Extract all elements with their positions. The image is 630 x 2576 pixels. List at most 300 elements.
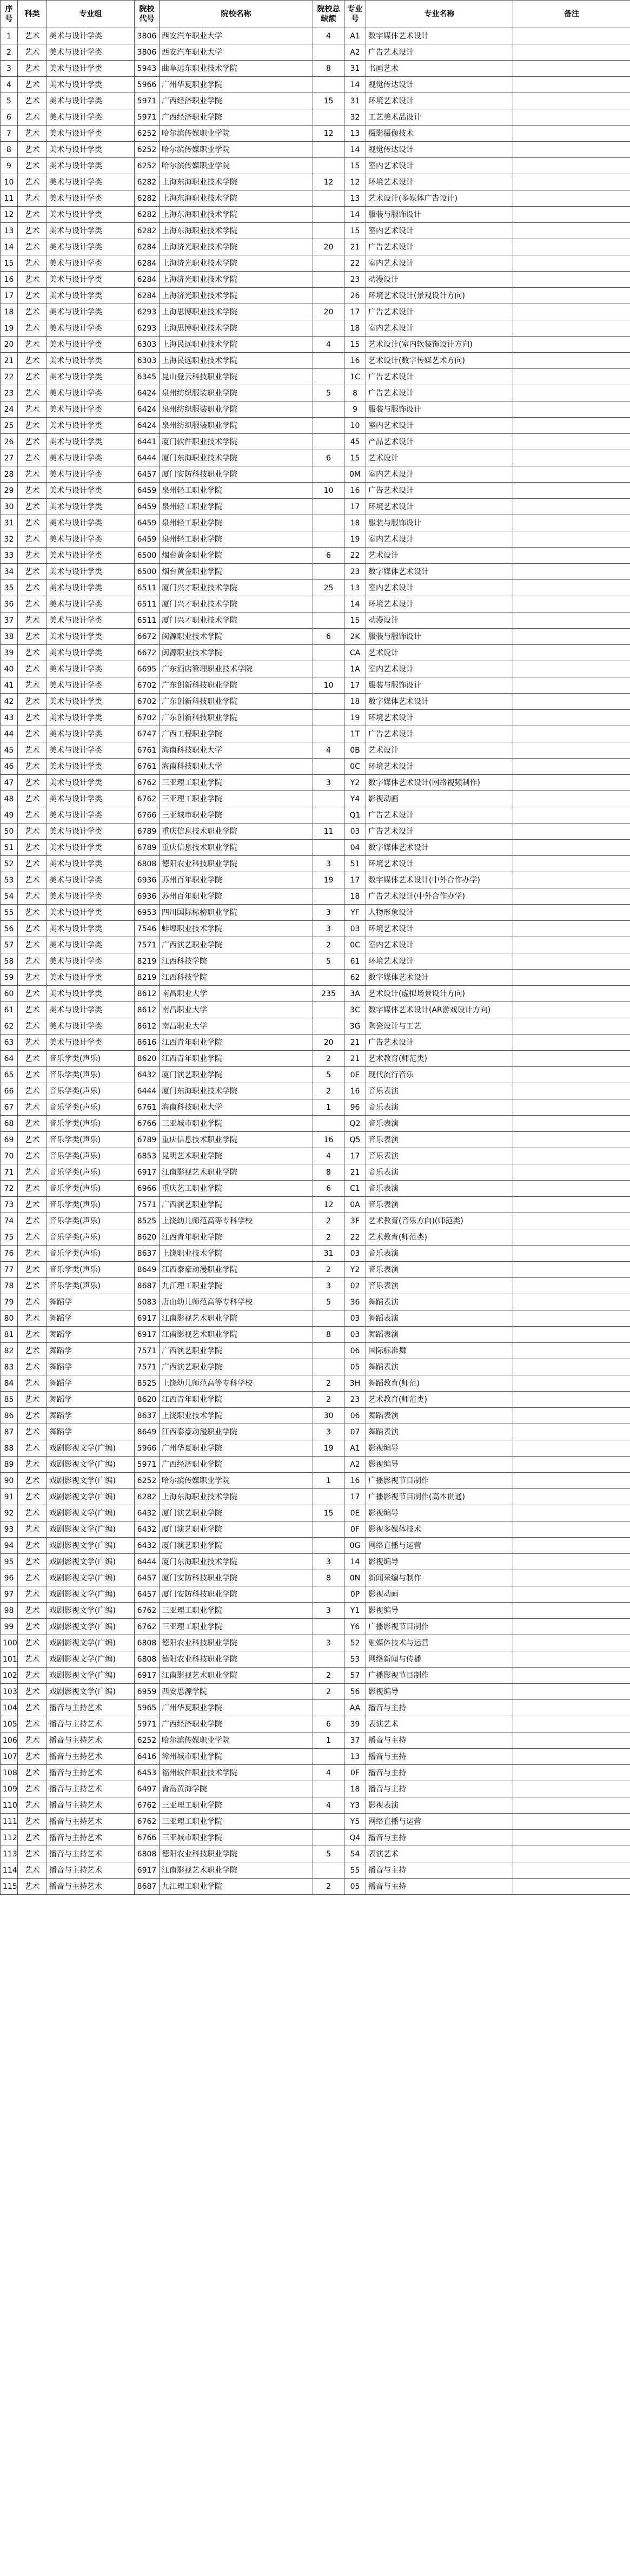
cell-school-code: 6252 (135, 1473, 160, 1489)
cell-index: 35 (1, 580, 18, 596)
cell-total-vacancy (313, 1521, 344, 1538)
cell-remarks (513, 1619, 630, 1635)
cell-index: 1 (1, 28, 18, 44)
cell-school-name: 曲阜远东职业技术学院 (160, 61, 313, 77)
cell-school-name: 泉州轻工职业学院 (160, 483, 313, 499)
cell-remarks (513, 580, 630, 596)
cell-major-number: Q1 (344, 807, 366, 823)
cell-total-vacancy: 3 (313, 1554, 344, 1570)
table-row (1, 126, 630, 142)
cell-remarks (513, 759, 630, 775)
cell-remarks (513, 61, 630, 77)
cell-index: 10 (1, 174, 18, 190)
cell-index: 96 (1, 1570, 18, 1586)
cell-major-group: 美术与设计学类 (47, 337, 135, 353)
cell-index: 53 (1, 872, 18, 888)
cell-remarks (513, 1749, 630, 1765)
cell-category: 艺术 (18, 612, 47, 629)
cell-major-group: 美术与设计学类 (47, 434, 135, 450)
cell-total-vacancy: 2 (313, 1668, 344, 1684)
cell-major-group: 戏剧影视文学(广编) (47, 1668, 135, 1684)
cell-school-code: 6936 (135, 888, 160, 905)
cell-major-name: 陶瓷设计与工艺 (366, 1018, 513, 1035)
cell-total-vacancy: 8 (313, 1164, 344, 1181)
cell-school-code: 6282 (135, 1489, 160, 1505)
cell-remarks (513, 629, 630, 645)
cell-index: 80 (1, 1310, 18, 1327)
cell-total-vacancy (313, 645, 344, 661)
cell-major-number: 18 (344, 694, 366, 710)
cell-major-number: 10 (344, 418, 366, 434)
cell-major-group: 美术与设计学类 (47, 369, 135, 385)
table-header-row (1, 1, 630, 28)
cell-total-vacancy (313, 1018, 344, 1035)
cell-major-group: 美术与设计学类 (47, 515, 135, 531)
cell-school-code: 6511 (135, 596, 160, 612)
cell-remarks (513, 1083, 630, 1099)
cell-index: 102 (1, 1668, 18, 1684)
cell-major-number: 1T (344, 726, 366, 742)
cell-index: 11 (1, 190, 18, 207)
cell-category: 艺术 (18, 1489, 47, 1505)
table-row (1, 1246, 630, 1262)
cell-major-number: Q5 (344, 1132, 366, 1148)
cell-category: 艺术 (18, 921, 47, 937)
cell-school-name: 厦门软件职业技术学院 (160, 434, 313, 450)
cell-total-vacancy (313, 255, 344, 272)
cell-category: 艺术 (18, 888, 47, 905)
table-row (1, 1343, 630, 1359)
cell-remarks (513, 677, 630, 694)
cell-major-group: 美术与设计学类 (47, 255, 135, 272)
cell-major-number: 16 (344, 1083, 366, 1099)
cell-major-name: 网络新闻与传播 (366, 1651, 513, 1668)
cell-school-code: 8687 (135, 1879, 160, 1895)
cell-school-code: 6702 (135, 710, 160, 726)
cell-index: 88 (1, 1440, 18, 1457)
header-school-name: 院校名称 (160, 1, 313, 28)
header-remarks: 备注 (513, 1, 630, 28)
cell-index: 73 (1, 1197, 18, 1213)
cell-remarks (513, 1116, 630, 1132)
cell-major-name: 室内艺术设计 (366, 255, 513, 272)
cell-school-code: 6762 (135, 1619, 160, 1635)
table-row (1, 1603, 630, 1619)
cell-total-vacancy: 3 (313, 921, 344, 937)
cell-school-name: 泉州纺织服装职业学院 (160, 418, 313, 434)
table-row (1, 1521, 630, 1538)
cell-index: 65 (1, 1067, 18, 1083)
cell-major-group: 舞蹈学 (47, 1294, 135, 1310)
cell-category: 艺术 (18, 1473, 47, 1489)
cell-school-code: 5971 (135, 1457, 160, 1473)
cell-major-group: 戏剧影视文学(广编) (47, 1586, 135, 1603)
cell-major-number: 14 (344, 596, 366, 612)
cell-major-number: 3A (344, 986, 366, 1002)
cell-remarks (513, 1018, 630, 1035)
cell-major-group: 舞蹈学 (47, 1327, 135, 1343)
header-major-name: 专业名称 (366, 1, 513, 28)
cell-category: 艺术 (18, 174, 47, 190)
cell-total-vacancy (313, 44, 344, 61)
cell-major-group: 播音与主持艺术 (47, 1862, 135, 1879)
cell-school-code: 8219 (135, 970, 160, 986)
cell-category: 艺术 (18, 1099, 47, 1116)
cell-school-name: 南昌职业大学 (160, 986, 313, 1002)
cell-remarks (513, 970, 630, 986)
cell-category: 艺术 (18, 93, 47, 109)
cell-major-name: 艺术设计 (366, 742, 513, 759)
cell-major-name: 舞蹈表演 (366, 1310, 513, 1327)
table-row (1, 1132, 630, 1148)
cell-category: 艺术 (18, 596, 47, 612)
cell-remarks (513, 1879, 630, 1895)
cell-index: 99 (1, 1619, 18, 1635)
cell-index: 37 (1, 612, 18, 629)
cell-school-code: 6282 (135, 207, 160, 223)
cell-school-name: 蚌埠职业技术学院 (160, 921, 313, 937)
table-row (1, 1732, 630, 1749)
cell-school-name: 广东创新科技职业学院 (160, 677, 313, 694)
cell-total-vacancy (313, 1310, 344, 1327)
cell-category: 艺术 (18, 223, 47, 239)
cell-index: 28 (1, 466, 18, 483)
cell-total-vacancy: 5 (313, 1294, 344, 1310)
cell-school-code: 6762 (135, 791, 160, 807)
cell-major-name: 广告艺术设计 (366, 304, 513, 320)
cell-index: 68 (1, 1116, 18, 1132)
cell-category: 艺术 (18, 1278, 47, 1294)
table-row (1, 759, 630, 775)
header-total-vacancy: 院校总缺额 (313, 1, 344, 28)
cell-school-code: 5966 (135, 1440, 160, 1457)
cell-total-vacancy (313, 1781, 344, 1797)
cell-remarks (513, 1570, 630, 1586)
cell-category: 艺术 (18, 1635, 47, 1651)
cell-remarks (513, 1586, 630, 1603)
cell-category: 艺术 (18, 1083, 47, 1099)
cell-index: 22 (1, 369, 18, 385)
cell-school-code: 6762 (135, 1603, 160, 1619)
cell-major-name: 音乐表演 (366, 1132, 513, 1148)
cell-major-name: 动漫设计 (366, 272, 513, 288)
table-row (1, 791, 630, 807)
cell-school-code: 6432 (135, 1521, 160, 1538)
cell-school-code: 6416 (135, 1749, 160, 1765)
cell-major-group: 戏剧影视文学(广编) (47, 1440, 135, 1457)
cell-major-name: 影视编导 (366, 1684, 513, 1700)
cell-major-number: 26 (344, 288, 366, 304)
cell-major-name: 环境艺术设计 (366, 856, 513, 872)
cell-index: 41 (1, 677, 18, 694)
cell-category: 艺术 (18, 677, 47, 694)
cell-major-group: 戏剧影视文学(广编) (47, 1554, 135, 1570)
cell-major-group: 音乐学类(声乐) (47, 1148, 135, 1164)
cell-major-group: 美术与设计学类 (47, 742, 135, 759)
cell-school-code: 6808 (135, 1635, 160, 1651)
cell-remarks (513, 320, 630, 337)
cell-category: 艺术 (18, 369, 47, 385)
cell-remarks (513, 953, 630, 970)
cell-major-number: A1 (344, 1440, 366, 1457)
cell-remarks (513, 1246, 630, 1262)
cell-total-vacancy: 3 (313, 775, 344, 791)
cell-school-code: 3806 (135, 44, 160, 61)
cell-school-name: 三亚理工职业学院 (160, 1619, 313, 1635)
cell-total-vacancy (313, 1359, 344, 1375)
cell-remarks (513, 1181, 630, 1197)
cell-index: 93 (1, 1521, 18, 1538)
cell-major-number: YF (344, 905, 366, 921)
cell-index: 6 (1, 109, 18, 126)
cell-category: 艺术 (18, 1457, 47, 1473)
cell-major-group: 戏剧影视文学(广编) (47, 1635, 135, 1651)
cell-school-name: 上饶幼儿师范高等专科学校 (160, 1375, 313, 1392)
cell-category: 艺术 (18, 1018, 47, 1035)
table-row (1, 1116, 630, 1132)
cell-major-group: 美术与设计学类 (47, 710, 135, 726)
cell-school-code: 6789 (135, 823, 160, 840)
cell-major-group: 美术与设计学类 (47, 840, 135, 856)
cell-major-name: 融媒体技术与运营 (366, 1635, 513, 1651)
cell-school-code: 6424 (135, 385, 160, 401)
cell-school-code: 6444 (135, 1554, 160, 1570)
table-row (1, 207, 630, 223)
cell-category: 艺术 (18, 872, 47, 888)
cell-school-name: 福州软件职业技术学院 (160, 1765, 313, 1781)
cell-index: 71 (1, 1164, 18, 1181)
cell-major-number: 8 (344, 385, 366, 401)
cell-major-group: 音乐学类(声乐) (47, 1116, 135, 1132)
cell-school-name: 广西经济职业学院 (160, 93, 313, 109)
cell-index: 100 (1, 1635, 18, 1651)
cell-major-group: 音乐学类(声乐) (47, 1051, 135, 1067)
cell-major-group: 美术与设计学类 (47, 304, 135, 320)
cell-school-name: 广州华夏职业学院 (160, 1700, 313, 1716)
cell-total-vacancy: 1 (313, 1732, 344, 1749)
cell-remarks (513, 44, 630, 61)
cell-remarks (513, 1700, 630, 1716)
cell-index: 75 (1, 1229, 18, 1246)
table-row (1, 1505, 630, 1521)
cell-school-name: 厦门兴才职业技术学院 (160, 580, 313, 596)
cell-school-code: 6766 (135, 807, 160, 823)
cell-major-number: 13 (344, 126, 366, 142)
cell-major-number: 15 (344, 223, 366, 239)
cell-total-vacancy (313, 207, 344, 223)
cell-major-number: 21 (344, 1164, 366, 1181)
cell-remarks (513, 93, 630, 109)
cell-category: 艺术 (18, 1035, 47, 1051)
cell-school-code: 6808 (135, 1846, 160, 1862)
cell-index: 67 (1, 1099, 18, 1116)
cell-major-number: 17 (344, 499, 366, 515)
cell-major-group: 美术与设计学类 (47, 953, 135, 970)
cell-category: 艺术 (18, 61, 47, 77)
cell-index: 89 (1, 1457, 18, 1473)
cell-category: 艺术 (18, 466, 47, 483)
cell-major-number: 56 (344, 1684, 366, 1700)
cell-major-number: 02 (344, 1278, 366, 1294)
cell-school-name: 哈尔滨传媒职业学院 (160, 158, 313, 174)
cell-remarks (513, 1457, 630, 1473)
cell-total-vacancy: 2 (313, 1213, 344, 1229)
cell-school-name: 三亚理工职业学院 (160, 1603, 313, 1619)
cell-school-code: 6789 (135, 840, 160, 856)
cell-index: 48 (1, 791, 18, 807)
table-row (1, 369, 630, 385)
cell-category: 艺术 (18, 418, 47, 434)
cell-total-vacancy (313, 888, 344, 905)
cell-category: 艺术 (18, 207, 47, 223)
cell-major-group: 美术与设计学类 (47, 450, 135, 466)
cell-remarks (513, 1002, 630, 1018)
cell-remarks (513, 1538, 630, 1554)
cell-category: 艺术 (18, 1619, 47, 1635)
cell-index: 108 (1, 1765, 18, 1781)
cell-major-group: 美术与设计学类 (47, 93, 135, 109)
cell-category: 艺术 (18, 1700, 47, 1716)
cell-index: 106 (1, 1732, 18, 1749)
cell-major-group: 美术与设计学类 (47, 28, 135, 44)
cell-total-vacancy: 8 (313, 1570, 344, 1586)
cell-school-code: 6284 (135, 255, 160, 272)
table-row (1, 1262, 630, 1278)
cell-category: 艺术 (18, 1067, 47, 1083)
cell-index: 15 (1, 255, 18, 272)
cell-major-group: 美术与设计学类 (47, 190, 135, 207)
cell-total-vacancy: 235 (313, 986, 344, 1002)
cell-school-name: 泉州轻工职业学院 (160, 515, 313, 531)
cell-remarks (513, 1603, 630, 1619)
cell-major-number: 36 (344, 1294, 366, 1310)
cell-category: 艺术 (18, 1586, 47, 1603)
cell-school-code: 5083 (135, 1294, 160, 1310)
cell-remarks (513, 1408, 630, 1424)
cell-total-vacancy (313, 1619, 344, 1635)
cell-school-name: 上海东海职业技术学院 (160, 190, 313, 207)
cell-index: 12 (1, 207, 18, 223)
cell-major-name: 室内艺术设计 (366, 466, 513, 483)
cell-school-name: 广西演艺职业学院 (160, 937, 313, 953)
cell-category: 艺术 (18, 1213, 47, 1229)
cell-major-number: 15 (344, 158, 366, 174)
cell-school-name: 烟台黄金职业学院 (160, 564, 313, 580)
table-row (1, 1229, 630, 1246)
cell-major-group: 美术与设计学类 (47, 937, 135, 953)
cell-index: 33 (1, 548, 18, 564)
cell-school-code: 6282 (135, 174, 160, 190)
cell-school-name: 德阳农业科技职业学院 (160, 1651, 313, 1668)
cell-major-group: 美术与设计学类 (47, 223, 135, 239)
cell-major-number: 31 (344, 93, 366, 109)
cell-major-number: 0F (344, 1521, 366, 1538)
cell-index: 77 (1, 1262, 18, 1278)
table-row (1, 710, 630, 726)
cell-remarks (513, 401, 630, 418)
cell-category: 艺术 (18, 1570, 47, 1586)
cell-major-number: 96 (344, 1099, 366, 1116)
cell-school-code: 8612 (135, 986, 160, 1002)
table-row (1, 255, 630, 272)
cell-major-group: 音乐学类(声乐) (47, 1067, 135, 1083)
cell-total-vacancy: 2 (313, 1262, 344, 1278)
cell-school-code: 6284 (135, 272, 160, 288)
cell-remarks (513, 223, 630, 239)
cell-school-name: 德阳农业科技职业学院 (160, 1635, 313, 1651)
cell-major-number: 05 (344, 1359, 366, 1375)
cell-major-group: 音乐学类(声乐) (47, 1099, 135, 1116)
cell-major-group: 播音与主持艺术 (47, 1781, 135, 1797)
cell-major-group: 音乐学类(声乐) (47, 1164, 135, 1181)
table-row (1, 288, 630, 304)
cell-school-code: 6672 (135, 629, 160, 645)
cell-index: 57 (1, 937, 18, 953)
cell-school-code: 5943 (135, 61, 160, 77)
cell-school-code: 6808 (135, 856, 160, 872)
cell-major-name: 艺术设计 (366, 548, 513, 564)
cell-major-name: 环境艺术设计 (366, 759, 513, 775)
cell-total-vacancy (313, 1651, 344, 1668)
cell-total-vacancy: 8 (313, 1327, 344, 1343)
cell-index: 40 (1, 661, 18, 677)
table-row (1, 44, 630, 61)
cell-major-name: 舞蹈表演 (366, 1294, 513, 1310)
cell-major-name: 艺术教育(师范类) (366, 1392, 513, 1408)
cell-major-number: 16 (344, 1473, 366, 1489)
table-row (1, 1700, 630, 1716)
cell-index: 113 (1, 1846, 18, 1862)
table-row (1, 272, 630, 288)
cell-total-vacancy (313, 531, 344, 548)
cell-remarks (513, 548, 630, 564)
cell-major-number: 23 (344, 1392, 366, 1408)
cell-school-code: 5971 (135, 1716, 160, 1732)
cell-major-name: 艺术教育(师范类) (366, 1051, 513, 1067)
cell-index: 7 (1, 126, 18, 142)
cell-index: 70 (1, 1148, 18, 1164)
cell-category: 艺术 (18, 548, 47, 564)
cell-index: 8 (1, 142, 18, 158)
cell-major-group: 美术与设计学类 (47, 1018, 135, 1035)
cell-major-number: 52 (344, 1635, 366, 1651)
cell-school-name: 上海东海职业技术学院 (160, 1489, 313, 1505)
cell-major-group: 美术与设计学类 (47, 1002, 135, 1018)
cell-major-name: 数字媒体艺术设计 (366, 28, 513, 44)
cell-major-number: 03 (344, 1246, 366, 1262)
cell-major-number: 0C (344, 759, 366, 775)
table-row (1, 629, 630, 645)
cell-total-vacancy: 3 (313, 905, 344, 921)
cell-remarks (513, 807, 630, 823)
table-row (1, 466, 630, 483)
cell-major-group: 美术与设计学类 (47, 823, 135, 840)
cell-remarks (513, 353, 630, 369)
cell-school-name: 上饶幼儿师范高等专科学校 (160, 1213, 313, 1229)
cell-major-number: 61 (344, 953, 366, 970)
cell-major-number: 53 (344, 1651, 366, 1668)
cell-total-vacancy: 6 (313, 548, 344, 564)
cell-school-name: 泉州纺织服装职业学院 (160, 401, 313, 418)
cell-major-number: 04 (344, 840, 366, 856)
cell-remarks (513, 775, 630, 791)
cell-major-group: 美术与设计学类 (47, 807, 135, 823)
cell-remarks (513, 1635, 630, 1651)
cell-school-code: 6432 (135, 1505, 160, 1521)
cell-school-code: 6766 (135, 1830, 160, 1846)
cell-school-code: 8637 (135, 1246, 160, 1262)
cell-major-number: 06 (344, 1343, 366, 1359)
